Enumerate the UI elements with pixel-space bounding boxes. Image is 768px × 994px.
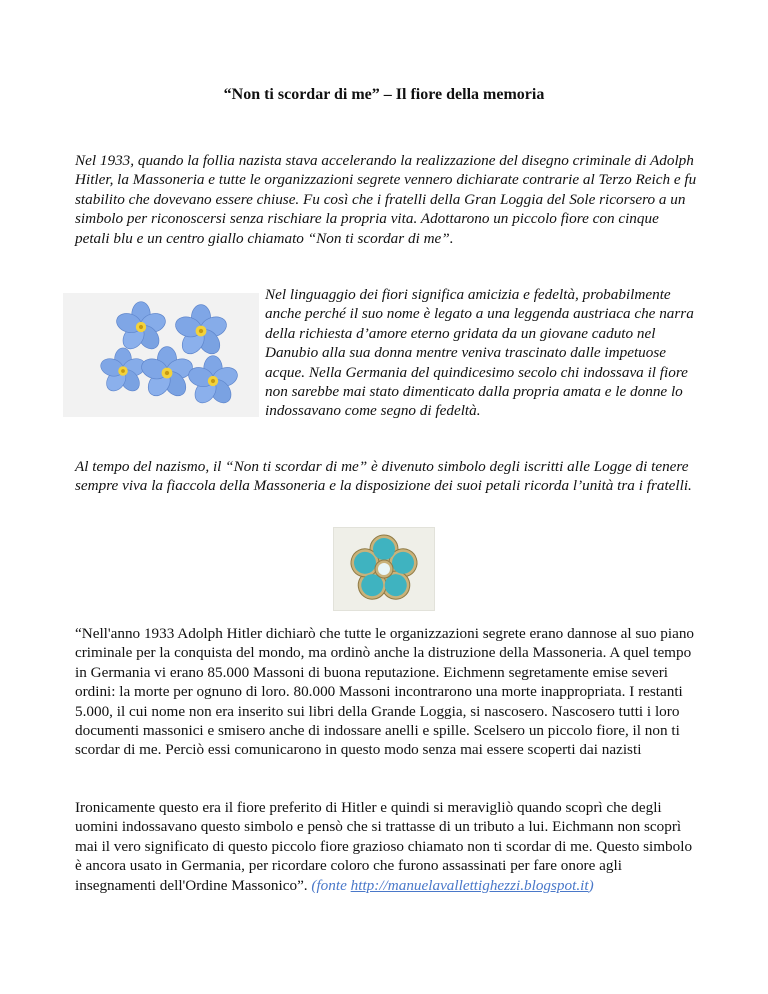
forget-me-not-photo xyxy=(63,293,259,417)
source-suffix: ) xyxy=(588,876,594,894)
forget-me-not-pin-image xyxy=(334,528,434,610)
source-link[interactable]: http://manuelavallettighezzi.blogspot.it xyxy=(350,876,589,894)
paragraph-irony xyxy=(75,798,697,895)
paragraph-flower-meaning: Nel linguaggio dei fiori significa amicizia e fedeltà, probabilmente anche perché il suo nome è legato a una leggenda austriaca che narra della richiesta d’amore eterno gridata da un giovane caduto nel Danubio alla sua donna mentre veniva trascinato dalle impetuose acque. Nella Germania del quindicesimo secolo chi indossava il fiore non sarebbe mai stato dimenticato dalla propria amata e le donne lo indossavano come segno di fedeltà. xyxy=(265,286,694,420)
document-title: “Non ti scordar di me” – Il fiore della memoria xyxy=(223,86,545,103)
paragraph-intro: Nel 1933, quando la follia nazista stava accelerando la realizzazione del disegno criminale di Adolph Hitler, la Massoneria e tutte le organizzazioni segrete vennero dichiarate contrarie al Terzo Reich e fu stabilito che dovevano essere chiuse. Fu così che i fratelli della Gran Loggia del Sole ricorsero a un simbolo per riconoscersi senza rischiare la propria vita. Adottarono un piccolo fiore con cinque petali blu e un centro giallo chiamato “Non ti scordar di me”. xyxy=(75,152,697,247)
paragraph-quote-history: “Nell'anno 1933 Adolph Hitler dichiarò che tutte le organizzazioni segrete erano dannose al suo piano criminale per la conquista del mondo, ma ordinò anche la distruzione della Massoneria. A quel tempo in Germania vi erano 85.000 Massoni di buona reputazione. Eichmenn segretamente emise severi ordini: la morte per ognuno di loro. 80.000 Massoni incontrarono una morte inappropriata. I restanti 5.000, il cui nome non era inserito sui libri della Grande Loggia, si nascosero. Nascosero tutti i loro documenti massonici e smisero anche di indossare anelli e spille. Scelsero un piccolo fiore, il non ti scordar di me. Perciò essi comunicarono in questo modo senza mai essere scoperti dai nazisti xyxy=(75,625,695,759)
source-citation xyxy=(311,877,593,894)
enamel-pin-photo xyxy=(333,527,435,611)
paragraph-nazism-symbol: Al tempo del nazismo, il “Non ti scordar di me” è divenuto simbolo degli iscritti alle Logge di tenere sempre viva la fiaccola della Massoneria e la disposizione dei suoi petali ricorda l’unità tra i fratelli. xyxy=(75,458,692,495)
paragraph-flower-meaning-block xyxy=(75,285,697,421)
source-prefix: (fonte xyxy=(311,876,347,894)
forget-me-not-flowers-image xyxy=(63,293,259,417)
paragraph-irony-text: Ironicamente questo era il fiore preferito di Hitler e quindi si meravigliò quando scoprì che degli uomini indossavano questo simbolo e pensò che si trattasse di un tributo a lui. Eichmann non scoprì mai il vero significato di questo piccolo fiore grazioso chiamato non ti scordar di me. Questo simbolo è ancora usato in Germania, per ricordare coloro che furono assassinati per fare onore agli insegnamenti dell'Ordine Massonico”. xyxy=(75,799,693,894)
